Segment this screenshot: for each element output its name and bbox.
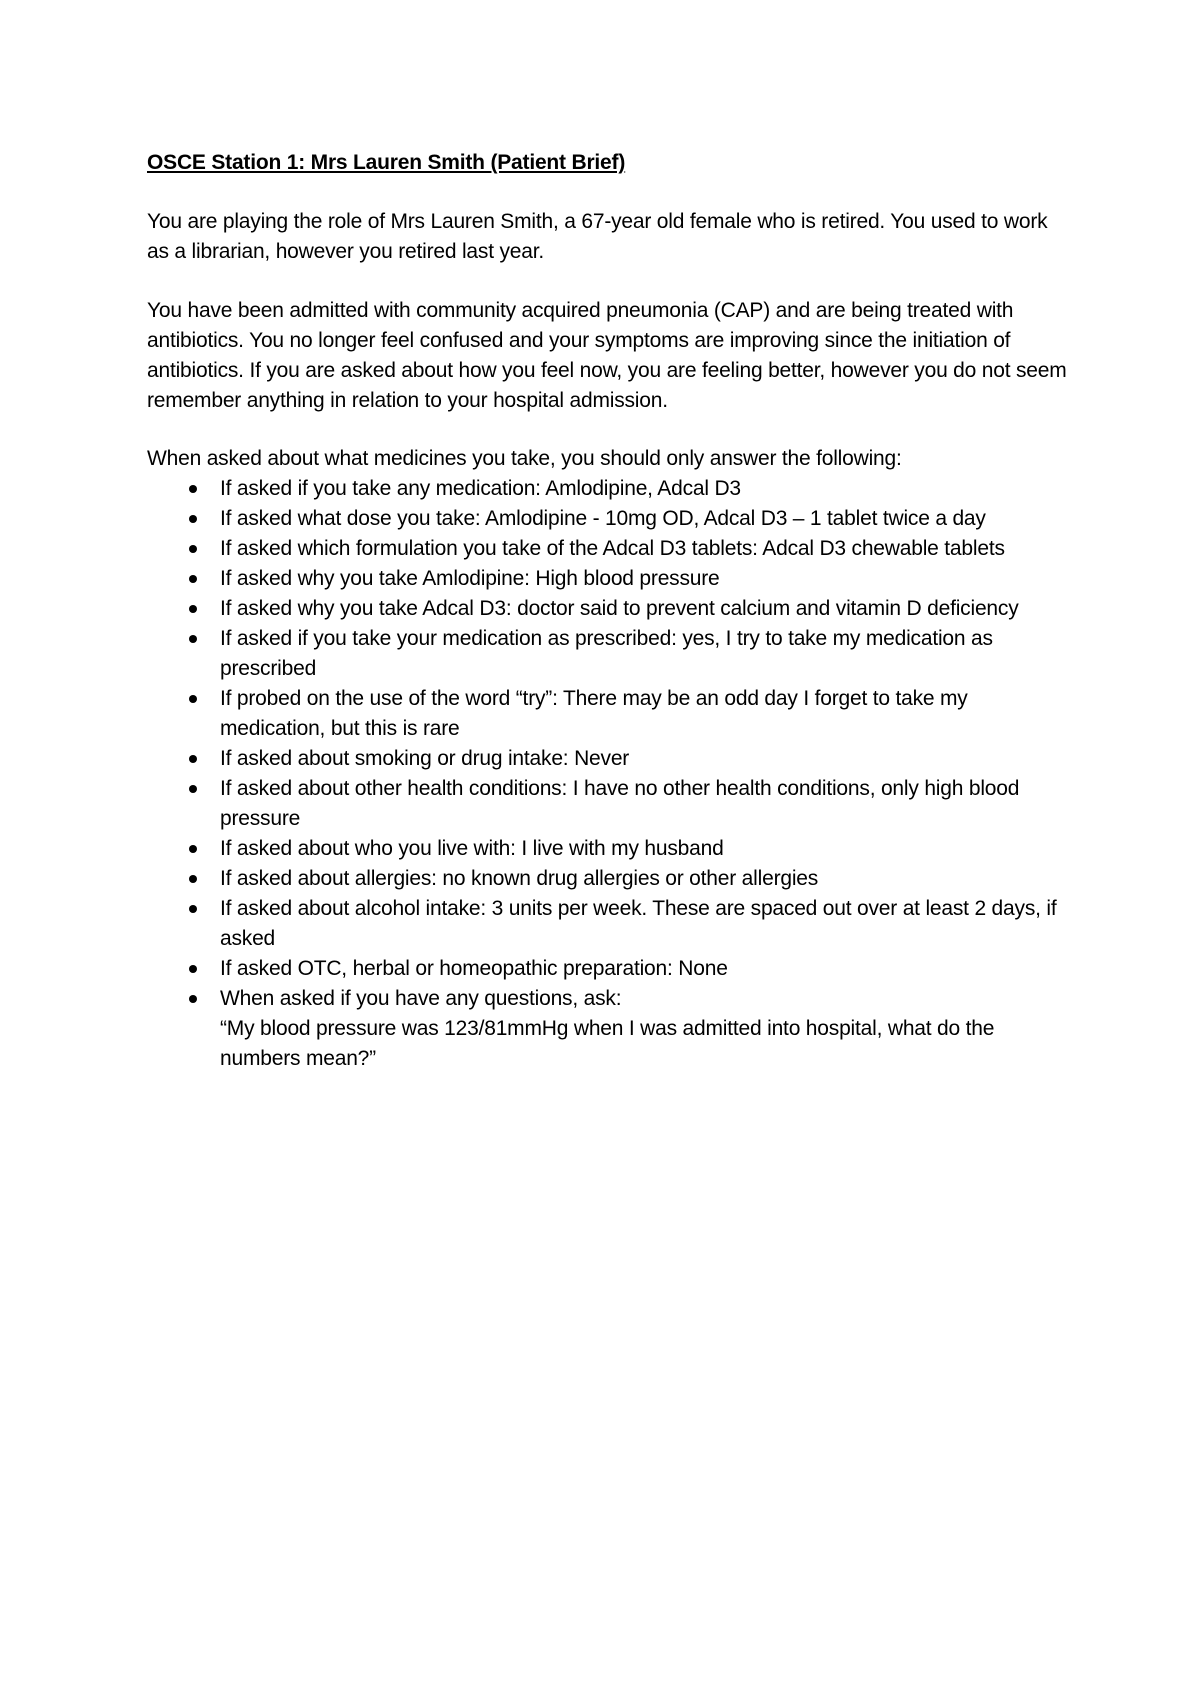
list-item <box>147 984 1072 1074</box>
list-item-text: If asked why you take Amlodipine: High blood pressure <box>220 567 720 590</box>
bullet-icon <box>189 635 197 643</box>
list-item <box>147 504 1072 534</box>
list-item-text: If asked what dose you take: Amlodipine - 10mg OD, Adcal D3 – 1 tablet twice a day <box>220 507 986 530</box>
list-item <box>147 534 1072 564</box>
list-item <box>147 594 1072 624</box>
bullet-icon <box>189 695 197 703</box>
medicines-intro: When asked about what medicines you take, you should only answer the following: <box>147 447 902 470</box>
intro-paragraph: You are playing the role of Mrs Lauren Smith, a 67-year old female who is retired. You used to work as a librarian, however you retired last year. <box>147 210 1048 263</box>
list-item <box>147 474 1072 504</box>
bullet-icon <box>189 905 197 913</box>
document-title: OSCE Station 1: Mrs Lauren Smith (Patient Brief) <box>147 151 626 174</box>
bullet-icon <box>189 875 197 883</box>
patient-question: “My blood pressure was 123/81mmHg when I was admitted into hospital, what do the numbers mean?” <box>220 1017 995 1070</box>
list-item <box>147 774 1072 834</box>
list-item <box>147 834 1072 864</box>
list-item-text: If asked about smoking or drug intake: Never <box>220 747 630 770</box>
spacer <box>147 416 1072 444</box>
list-item-text: If asked which formulation you take of the Adcal D3 tablets: Adcal D3 chewable tablets <box>220 537 1005 560</box>
bullet-icon <box>189 545 197 553</box>
list-item <box>147 954 1072 984</box>
list-item-text: If asked about other health conditions: I have no other health conditions, only high blood pressure <box>220 777 1020 830</box>
list-item <box>147 684 1072 744</box>
list-item-text: If asked if you take your medication as prescribed: yes, I try to take my medication as prescribed <box>220 627 993 680</box>
list-item-text: If asked why you take Adcal D3: doctor said to prevent calcium and vitamin D deficiency <box>220 597 1019 620</box>
answer-list <box>147 474 1072 1074</box>
list-item-text: If probed on the use of the word “try”: There may be an odd day I forget to take my medication, but this is rare <box>220 687 968 740</box>
list-item-text: If asked if you take any medication: Amlodipine, Adcal D3 <box>220 477 741 500</box>
list-item <box>147 624 1072 684</box>
admission-paragraph: You have been admitted with community acquired pneumonia (CAP) and are being treated with antibiotics. You no longer feel confused and your symptoms are improving since the initiation of antibiotics. If you are asked about how you feel now, you are feeling better, however you do not seem remember anything in relation to your hospital admission. <box>147 299 1067 412</box>
list-item <box>147 864 1072 894</box>
list-item-text: If asked about who you live with: I live with my husband <box>220 837 724 860</box>
list-item <box>147 744 1072 774</box>
bullet-icon <box>189 755 197 763</box>
bullet-icon <box>189 965 197 973</box>
spacer <box>147 267 1072 296</box>
list-item-text: When asked if you have any questions, ask: <box>220 987 622 1010</box>
bullet-icon <box>189 575 197 583</box>
bullet-icon <box>189 605 197 613</box>
document-body <box>147 148 1072 1074</box>
bullet-icon <box>189 485 197 493</box>
list-item <box>147 894 1072 954</box>
bullet-icon <box>189 785 197 793</box>
bullet-icon <box>189 845 197 853</box>
bullet-icon <box>189 515 197 523</box>
list-item <box>147 564 1072 594</box>
list-item-text: If asked about alcohol intake: 3 units per week. These are spaced out over at least 2 days, if asked <box>220 897 1057 950</box>
bullet-icon <box>189 995 197 1003</box>
list-item-text: If asked about allergies: no known drug allergies or other allergies <box>220 867 819 890</box>
list-item-text: If asked OTC, herbal or homeopathic preparation: None <box>220 957 728 980</box>
spacer <box>147 178 1072 207</box>
